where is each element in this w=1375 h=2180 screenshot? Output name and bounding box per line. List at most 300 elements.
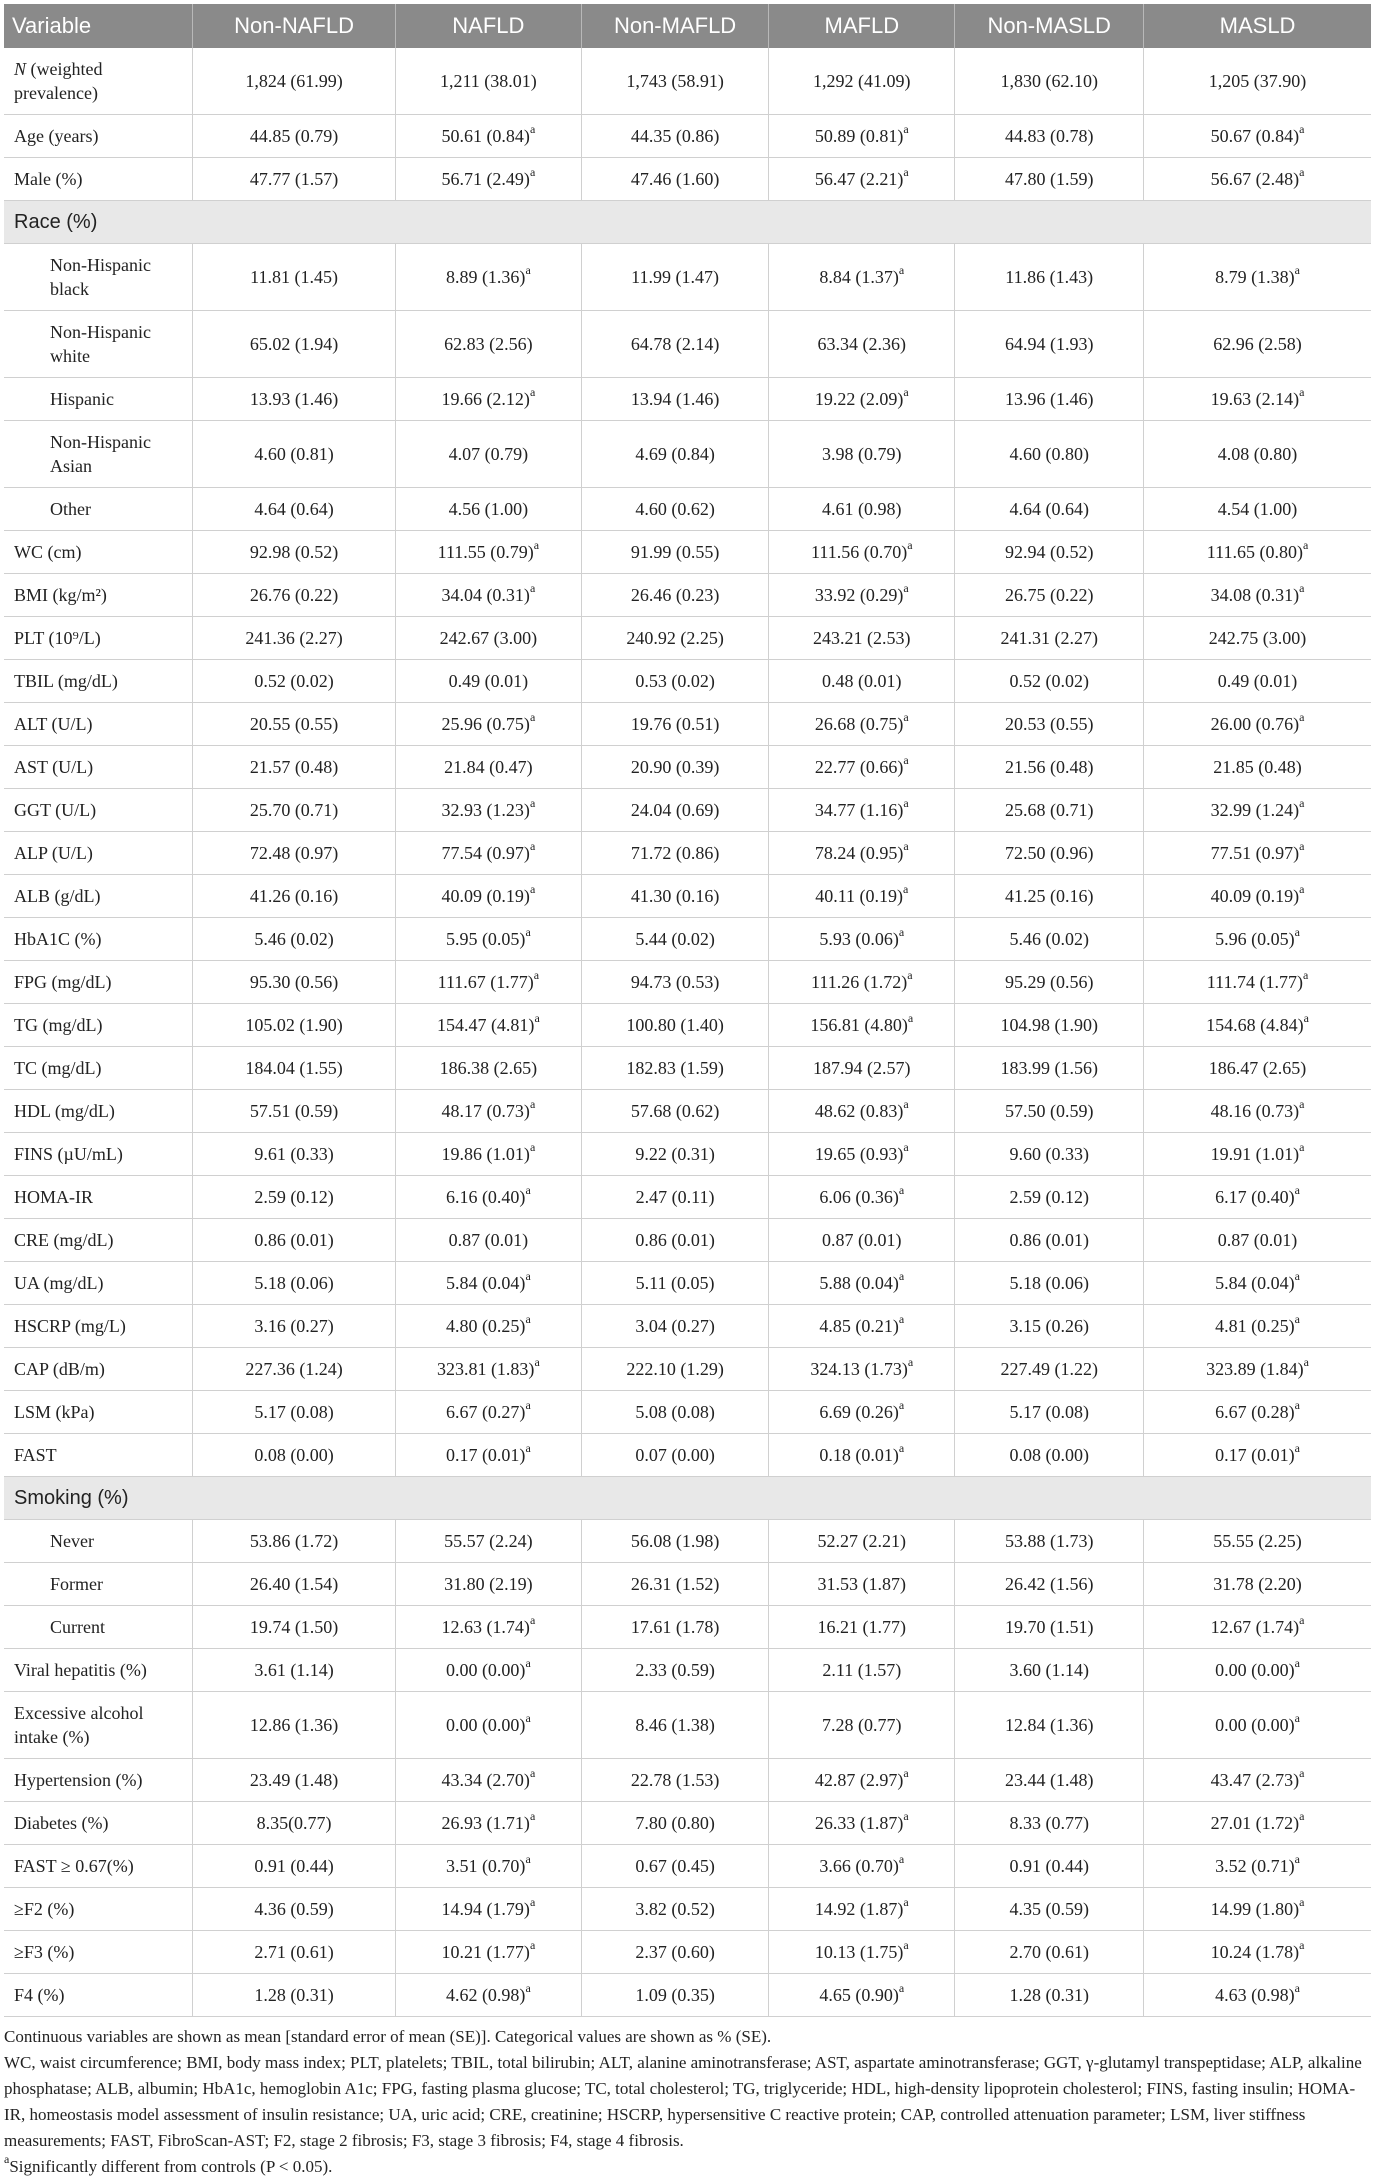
table-cell xyxy=(395,1434,581,1477)
note-continuous: Continuous variables are shown as mean [standard error of mean (SE)]. Categorical values are shown as % (SE). xyxy=(4,2027,772,2046)
cell-value: 19.76 (0.51) xyxy=(630,714,720,734)
significance-mark: a xyxy=(525,1711,531,1725)
cell-value: 184.04 (1.55) xyxy=(245,1058,343,1078)
significance-mark: a xyxy=(533,968,540,982)
cell-value: 323.89 (1.84) xyxy=(1206,1359,1304,1379)
table-cell xyxy=(581,244,768,311)
column-header-non-nafld: Non-NAFLD xyxy=(193,4,396,48)
cell-value: 4.36 (0.59) xyxy=(254,1899,334,1919)
cell-value: 26.46 (0.23) xyxy=(630,585,720,605)
cell-value: 50.89 (0.81) xyxy=(814,126,904,146)
table-cell xyxy=(769,1845,955,1888)
cell-value: 32.99 (1.24) xyxy=(1210,800,1300,820)
table-cell xyxy=(395,1391,581,1434)
table-cell xyxy=(193,421,396,488)
table-row xyxy=(4,617,1371,660)
cell-value: 4.07 (0.79) xyxy=(448,444,529,464)
table-cell xyxy=(395,1133,581,1176)
table-cell xyxy=(193,1563,396,1606)
table-cell xyxy=(193,1305,396,1348)
table-cell xyxy=(193,378,396,421)
cell-value: 62.83 (2.56) xyxy=(444,334,533,354)
cell-value: 92.94 (0.52) xyxy=(1004,542,1094,562)
cell-value: 9.22 (0.31) xyxy=(635,1144,715,1164)
table-cell xyxy=(1144,1931,1371,1974)
significance-mark: a xyxy=(898,1852,905,1866)
cell-value: 1,743 (58.91) xyxy=(626,71,724,91)
significance-mark: a xyxy=(903,581,909,595)
table-cell xyxy=(1144,617,1371,660)
table-cell xyxy=(395,1176,581,1219)
cell-value: 0.17 (0.01) xyxy=(1215,1445,1295,1465)
cell-value: 0.91 (0.44) xyxy=(1009,1856,1089,1876)
table-cell xyxy=(769,660,955,703)
table-cell xyxy=(769,1348,955,1391)
row-label: Hypertension (%) xyxy=(4,1759,193,1802)
table-cell xyxy=(193,1004,396,1047)
cell-value: 12.67 (1.74) xyxy=(1210,1617,1300,1637)
table-cell xyxy=(769,1520,955,1563)
table-cell xyxy=(193,1348,396,1391)
table-cell xyxy=(193,1090,396,1133)
section-label: Smoking (%) xyxy=(4,1477,1371,1520)
row-label: HOMA-IR xyxy=(4,1176,193,1219)
cell-value: 8.33 (0.77) xyxy=(1009,1813,1089,1833)
significance-mark: a xyxy=(529,710,536,724)
cell-value: 21.57 (0.48) xyxy=(249,757,339,777)
cell-value: 4.60 (0.62) xyxy=(635,499,715,519)
cell-value: 8.89 (1.36) xyxy=(445,267,526,287)
table-cell xyxy=(955,158,1144,201)
significance-mark: a xyxy=(529,882,536,896)
table-cell xyxy=(395,1090,581,1133)
significance-mark: a xyxy=(1299,581,1305,595)
significance-mark: a xyxy=(1299,710,1305,724)
table-cell xyxy=(395,48,581,115)
table-row xyxy=(4,1845,1371,1888)
table-cell xyxy=(1144,1563,1371,1606)
row-label: FPG (mg/dL) xyxy=(4,961,193,1004)
table-cell xyxy=(955,311,1144,378)
significance-mark: a xyxy=(898,1312,905,1326)
significance-mark: a xyxy=(907,1011,914,1025)
table-cell xyxy=(1144,1391,1371,1434)
table-cell xyxy=(955,660,1144,703)
table-cell xyxy=(955,1090,1144,1133)
table-cell xyxy=(1144,1759,1371,1802)
cell-value: 47.46 (1.60) xyxy=(630,169,720,189)
table-cell xyxy=(581,875,768,918)
table-cell xyxy=(581,1262,768,1305)
significance-mark: a xyxy=(1294,1398,1300,1412)
cell-value: 0.48 (0.01) xyxy=(822,671,902,691)
significance-mark: a xyxy=(529,1809,536,1823)
cell-value: 111.55 (0.79) xyxy=(437,542,534,562)
cell-value: 5.18 (0.06) xyxy=(1009,1273,1089,1293)
table-cell xyxy=(193,1845,396,1888)
cell-value: 19.63 (2.14) xyxy=(1210,389,1300,409)
cell-value: 182.83 (1.59) xyxy=(626,1058,724,1078)
significance-mark: a xyxy=(1299,122,1305,136)
table-row xyxy=(4,311,1371,378)
cell-value: 1.09 (0.35) xyxy=(635,1985,715,2005)
cell-value: 3.52 (0.71) xyxy=(1215,1856,1295,1876)
cell-value: 91.99 (0.55) xyxy=(630,542,720,562)
significance-mark: a xyxy=(525,1398,531,1412)
cell-value: 92.98 (0.52) xyxy=(249,542,339,562)
table-row xyxy=(4,832,1371,875)
cell-value: 0.07 (0.00) xyxy=(635,1445,715,1465)
table-cell xyxy=(581,1563,768,1606)
cell-value: 42.87 (2.97) xyxy=(814,1770,904,1790)
table-cell xyxy=(769,1391,955,1434)
table-cell xyxy=(395,1563,581,1606)
cell-value: 34.08 (0.31) xyxy=(1210,585,1300,605)
cell-value: 19.91 (1.01) xyxy=(1210,1144,1300,1164)
cell-value: 4.60 (0.81) xyxy=(254,444,334,464)
table-cell xyxy=(769,1606,955,1649)
cell-value: 13.96 (1.46) xyxy=(1004,389,1094,409)
table-cell xyxy=(395,311,581,378)
table-cell xyxy=(955,1004,1144,1047)
cell-value: 0.86 (0.01) xyxy=(1009,1230,1089,1250)
significance-mark: a xyxy=(529,1097,536,1111)
table-cell xyxy=(955,875,1144,918)
cell-value: 40.11 (0.19) xyxy=(815,886,904,906)
cell-value: 7.28 (0.77) xyxy=(822,1715,902,1735)
row-label-text: (weighted prevalence) xyxy=(14,59,103,103)
n-symbol: N xyxy=(14,59,27,79)
table-cell xyxy=(955,488,1144,531)
cell-value: 323.81 (1.83) xyxy=(436,1359,535,1379)
cell-value: 56.71 (2.49) xyxy=(441,169,530,189)
cell-value: 25.68 (0.71) xyxy=(1004,800,1094,820)
cell-value: 95.30 (0.56) xyxy=(249,972,339,992)
table-cell xyxy=(193,1520,396,1563)
table-cell xyxy=(395,1974,581,2017)
significance-mark: a xyxy=(1299,882,1305,896)
cell-value: 52.27 (2.21) xyxy=(817,1531,907,1551)
cell-value: 26.40 (1.54) xyxy=(249,1574,339,1594)
significance-mark: a xyxy=(1294,1656,1300,1670)
table-row xyxy=(4,1520,1371,1563)
cell-value: 26.93 (1.71) xyxy=(441,1813,530,1833)
table-cell xyxy=(1144,311,1371,378)
table-cell xyxy=(193,488,396,531)
table-cell xyxy=(769,703,955,746)
column-header-variable: Variable xyxy=(4,4,193,48)
table-cell xyxy=(1144,1692,1371,1759)
table-row xyxy=(4,378,1371,421)
cell-value: 21.85 (0.48) xyxy=(1213,757,1302,777)
table-row xyxy=(4,1305,1371,1348)
table-cell xyxy=(395,531,581,574)
table-body xyxy=(4,48,1371,2017)
significance-mark: a xyxy=(525,925,531,939)
cell-value: 11.86 (1.43) xyxy=(1005,267,1094,287)
cell-value: 32.93 (1.23) xyxy=(441,800,530,820)
cell-value: 4.64 (0.64) xyxy=(1009,499,1089,519)
significance-mark: a xyxy=(898,925,905,939)
cell-value: 5.17 (0.08) xyxy=(1009,1402,1089,1422)
cell-value: 95.29 (0.56) xyxy=(1004,972,1094,992)
table-cell xyxy=(581,1047,768,1090)
row-label: HSCRP (mg/L) xyxy=(4,1305,193,1348)
table-cell xyxy=(769,115,955,158)
table-cell xyxy=(1144,1649,1371,1692)
section-label: Race (%) xyxy=(4,201,1371,244)
row-label: CRE (mg/dL) xyxy=(4,1219,193,1262)
cell-value: 8.35(0.77) xyxy=(256,1813,332,1833)
table-cell xyxy=(395,1888,581,1931)
cell-value: 25.96 (0.75) xyxy=(441,714,530,734)
significance-mark: a xyxy=(1299,1613,1305,1627)
table-cell xyxy=(955,746,1144,789)
table-cell xyxy=(769,1434,955,1477)
table-cell xyxy=(1144,1348,1371,1391)
table-cell xyxy=(395,1931,581,1974)
table-cell xyxy=(395,1262,581,1305)
table-cell xyxy=(1144,875,1371,918)
table-cell xyxy=(193,617,396,660)
table-cell xyxy=(955,918,1144,961)
table-cell xyxy=(193,1974,396,2017)
row-label: BMI (kg/m²) xyxy=(4,574,193,617)
cell-value: 222.10 (1.29) xyxy=(626,1359,724,1379)
cell-value: 156.81 (4.80) xyxy=(810,1015,908,1035)
table-cell xyxy=(955,789,1144,832)
cell-value: 9.61 (0.33) xyxy=(254,1144,334,1164)
cell-value: 4.62 (0.98) xyxy=(445,1985,526,2005)
significance-mark: a xyxy=(534,1355,540,1369)
table-cell xyxy=(955,1692,1144,1759)
cell-value: 0.67 (0.45) xyxy=(635,1856,715,1876)
cell-value: 14.99 (1.80) xyxy=(1210,1899,1300,1919)
table-cell xyxy=(193,574,396,617)
table-cell xyxy=(581,961,768,1004)
cell-value: 2.59 (0.12) xyxy=(254,1187,334,1207)
cell-value: 14.92 (1.87) xyxy=(814,1899,904,1919)
row-label: Male (%) xyxy=(4,158,193,201)
table-cell xyxy=(395,1047,581,1090)
cell-value: 72.50 (0.96) xyxy=(1004,843,1094,863)
cell-value: 227.36 (1.24) xyxy=(245,1359,343,1379)
cell-value: 186.47 (2.65) xyxy=(1208,1058,1307,1078)
cell-value: 41.25 (0.16) xyxy=(1004,886,1094,906)
cell-value: 4.69 (0.84) xyxy=(635,444,715,464)
significance-mark: a xyxy=(903,1140,909,1154)
table-cell xyxy=(193,918,396,961)
note-abbreviations: WC, waist circumference; BMI, body mass index; PLT, platelets; TBIL, total bilirubin; ALT, alanine aminotransferase; AST, aspartate aminotransferase; GGT, γ-glutamyl transpeptidase; ALP, alkaline phosphatase; ALB, albumin; HbA1c, hemoglobin A1c; FPG, fasting plasma glucose; TC, total cholesterol; TG, triglyceride; HDL, high-density lipoprotein cholesterol; FINS, fasting insulin; HOMA-IR, homeostasis model assessment of insulin resistance; UA, uric acid; CRE, creatinine; HSCRP, hypersensitive C reactive protein; CAP, controlled attenuation parameter; LSM, liver stiffness measurements; FAST, FibroScan-AST; F2, stage 2 fibrosis; F3, stage 3 fibrosis; F4, stage 4 fibrosis. xyxy=(4,2053,1362,2150)
cell-value: 48.16 (0.73) xyxy=(1210,1101,1300,1121)
table-cell xyxy=(395,746,581,789)
cell-value: 0.49 (0.01) xyxy=(448,671,529,691)
significance-mark: a xyxy=(898,1183,905,1197)
table-cell xyxy=(769,1004,955,1047)
table-row xyxy=(4,574,1371,617)
significance-mark: a xyxy=(1299,165,1305,179)
significance-mark: a xyxy=(529,165,536,179)
cell-value: 31.78 (2.20) xyxy=(1213,1574,1302,1594)
cell-value: 0.08 (0.00) xyxy=(254,1445,334,1465)
table-cell xyxy=(193,1047,396,1090)
section-row xyxy=(4,1477,1371,1520)
cell-value: 77.51 (0.97) xyxy=(1210,843,1300,863)
significance-mark: a xyxy=(529,1766,536,1780)
table-cell xyxy=(769,617,955,660)
table-cell xyxy=(1144,1802,1371,1845)
table-cell xyxy=(581,1090,768,1133)
table-cell xyxy=(193,1802,396,1845)
significance-mark: a xyxy=(1299,1938,1305,1952)
cell-value: 0.86 (0.01) xyxy=(635,1230,715,1250)
cell-value: 1,824 (61.99) xyxy=(245,71,343,91)
table-cell xyxy=(193,875,396,918)
cell-value: 100.80 (1.40) xyxy=(626,1015,724,1035)
table-cell xyxy=(395,875,581,918)
cell-value: 242.75 (3.00) xyxy=(1208,628,1307,648)
cell-value: 56.47 (2.21) xyxy=(814,169,904,189)
cell-value: 31.53 (1.87) xyxy=(817,1574,907,1594)
cell-value: 78.24 (0.95) xyxy=(814,843,904,863)
table-cell xyxy=(395,703,581,746)
table-cell xyxy=(581,1133,768,1176)
cell-value: 154.68 (4.84) xyxy=(1206,1015,1304,1035)
table-row xyxy=(4,158,1371,201)
significance-mark: a xyxy=(534,1011,540,1025)
table-row xyxy=(4,1802,1371,1845)
table-row xyxy=(4,488,1371,531)
table-cell xyxy=(581,1931,768,1974)
table-cell xyxy=(769,875,955,918)
table-row xyxy=(4,660,1371,703)
table-cell xyxy=(395,1520,581,1563)
cell-value: 14.94 (1.79) xyxy=(441,1899,530,1919)
cell-value: 55.57 (2.24) xyxy=(444,1531,533,1551)
table-row xyxy=(4,746,1371,789)
cell-value: 4.80 (0.25) xyxy=(445,1316,526,1336)
cell-value: 2.47 (0.11) xyxy=(635,1187,715,1207)
table-cell xyxy=(955,378,1144,421)
row-label: ALT (U/L) xyxy=(4,703,193,746)
cell-value: 183.99 (1.56) xyxy=(1000,1058,1098,1078)
table-cell xyxy=(1144,703,1371,746)
column-header-masld: MASLD xyxy=(1144,4,1371,48)
table-cell xyxy=(193,1434,396,1477)
cell-value: 5.88 (0.04) xyxy=(819,1273,899,1293)
table-cell xyxy=(955,1649,1144,1692)
cell-value: 10.13 (1.75) xyxy=(814,1942,904,1962)
table-cell xyxy=(581,1176,768,1219)
cell-value: 41.26 (0.16) xyxy=(249,886,339,906)
significance-mark: a xyxy=(1294,1312,1300,1326)
table-cell xyxy=(581,1391,768,1434)
significance-mark: a xyxy=(898,1398,905,1412)
significance-mark: a xyxy=(1294,1711,1300,1725)
cell-value: 31.80 (2.19) xyxy=(444,1574,533,1594)
table-cell xyxy=(769,1219,955,1262)
table-row xyxy=(4,1348,1371,1391)
table-cell xyxy=(1144,832,1371,875)
cell-value: 111.67 (1.77) xyxy=(437,972,534,992)
cell-value: 105.02 (1.90) xyxy=(245,1015,343,1035)
cell-value: 2.59 (0.12) xyxy=(1009,1187,1089,1207)
significance-mark: a xyxy=(525,1981,531,1995)
significance-mark: a xyxy=(529,1140,536,1154)
cell-value: 111.56 (0.70) xyxy=(811,542,908,562)
table-cell xyxy=(193,1133,396,1176)
cell-value: 0.87 (0.01) xyxy=(448,1230,529,1250)
cell-value: 64.94 (1.93) xyxy=(1004,334,1094,354)
table-cell xyxy=(581,531,768,574)
table-cell xyxy=(1144,746,1371,789)
cell-value: 6.67 (0.27) xyxy=(445,1402,526,1422)
table-cell xyxy=(395,617,581,660)
significance-mark: a xyxy=(525,263,531,277)
cell-value: 33.92 (0.29) xyxy=(814,585,904,605)
table-row xyxy=(4,1888,1371,1931)
cell-value: 4.54 (1.00) xyxy=(1217,499,1298,519)
cell-value: 3.98 (0.79) xyxy=(822,444,902,464)
table-cell xyxy=(581,1802,768,1845)
cell-value: 56.08 (1.98) xyxy=(630,1531,720,1551)
cell-value: 2.71 (0.61) xyxy=(254,1942,334,1962)
cell-value: 0.86 (0.01) xyxy=(254,1230,334,1250)
table-cell xyxy=(395,1348,581,1391)
cell-value: 94.73 (0.53) xyxy=(630,972,720,992)
cell-value: 4.63 (0.98) xyxy=(1215,1985,1295,2005)
significance-mark: a xyxy=(1299,1809,1305,1823)
cell-value: 50.61 (0.84) xyxy=(441,126,530,146)
table-row xyxy=(4,1606,1371,1649)
table-cell xyxy=(193,1219,396,1262)
table-cell xyxy=(193,746,396,789)
significance-mark: a xyxy=(1302,538,1309,552)
table-cell xyxy=(581,158,768,201)
cell-value: 227.49 (1.22) xyxy=(1000,1359,1098,1379)
table-cell xyxy=(193,531,396,574)
table-cell xyxy=(395,1219,581,1262)
significance-mark: a xyxy=(529,122,536,136)
cell-value: 53.86 (1.72) xyxy=(249,1531,339,1551)
row-label: GGT (U/L) xyxy=(4,789,193,832)
table-cell xyxy=(581,48,768,115)
table-cell xyxy=(1144,1133,1371,1176)
table-cell xyxy=(581,703,768,746)
table-cell xyxy=(1144,1305,1371,1348)
table-cell xyxy=(395,1305,581,1348)
cell-value: 1,830 (62.10) xyxy=(1000,71,1098,91)
table-cell xyxy=(581,832,768,875)
table-cell xyxy=(955,1047,1144,1090)
table-cell xyxy=(395,1845,581,1888)
significance-mark: a xyxy=(1294,1441,1300,1455)
significance-mark: a xyxy=(898,1269,905,1283)
table-cell xyxy=(193,1391,396,1434)
cell-value: 242.67 (3.00) xyxy=(439,628,538,648)
table-cell xyxy=(395,789,581,832)
significance-mark: a xyxy=(903,1766,909,1780)
cell-value: 40.09 (0.19) xyxy=(1210,886,1300,906)
table-row xyxy=(4,1176,1371,1219)
cell-value: 62.96 (2.58) xyxy=(1213,334,1302,354)
table-cell xyxy=(955,961,1144,1004)
table-row xyxy=(4,1649,1371,1692)
table-cell xyxy=(395,832,581,875)
cell-value: 4.64 (0.64) xyxy=(254,499,334,519)
cell-value: 26.76 (0.22) xyxy=(249,585,339,605)
cell-value: 72.48 (0.97) xyxy=(249,843,339,863)
